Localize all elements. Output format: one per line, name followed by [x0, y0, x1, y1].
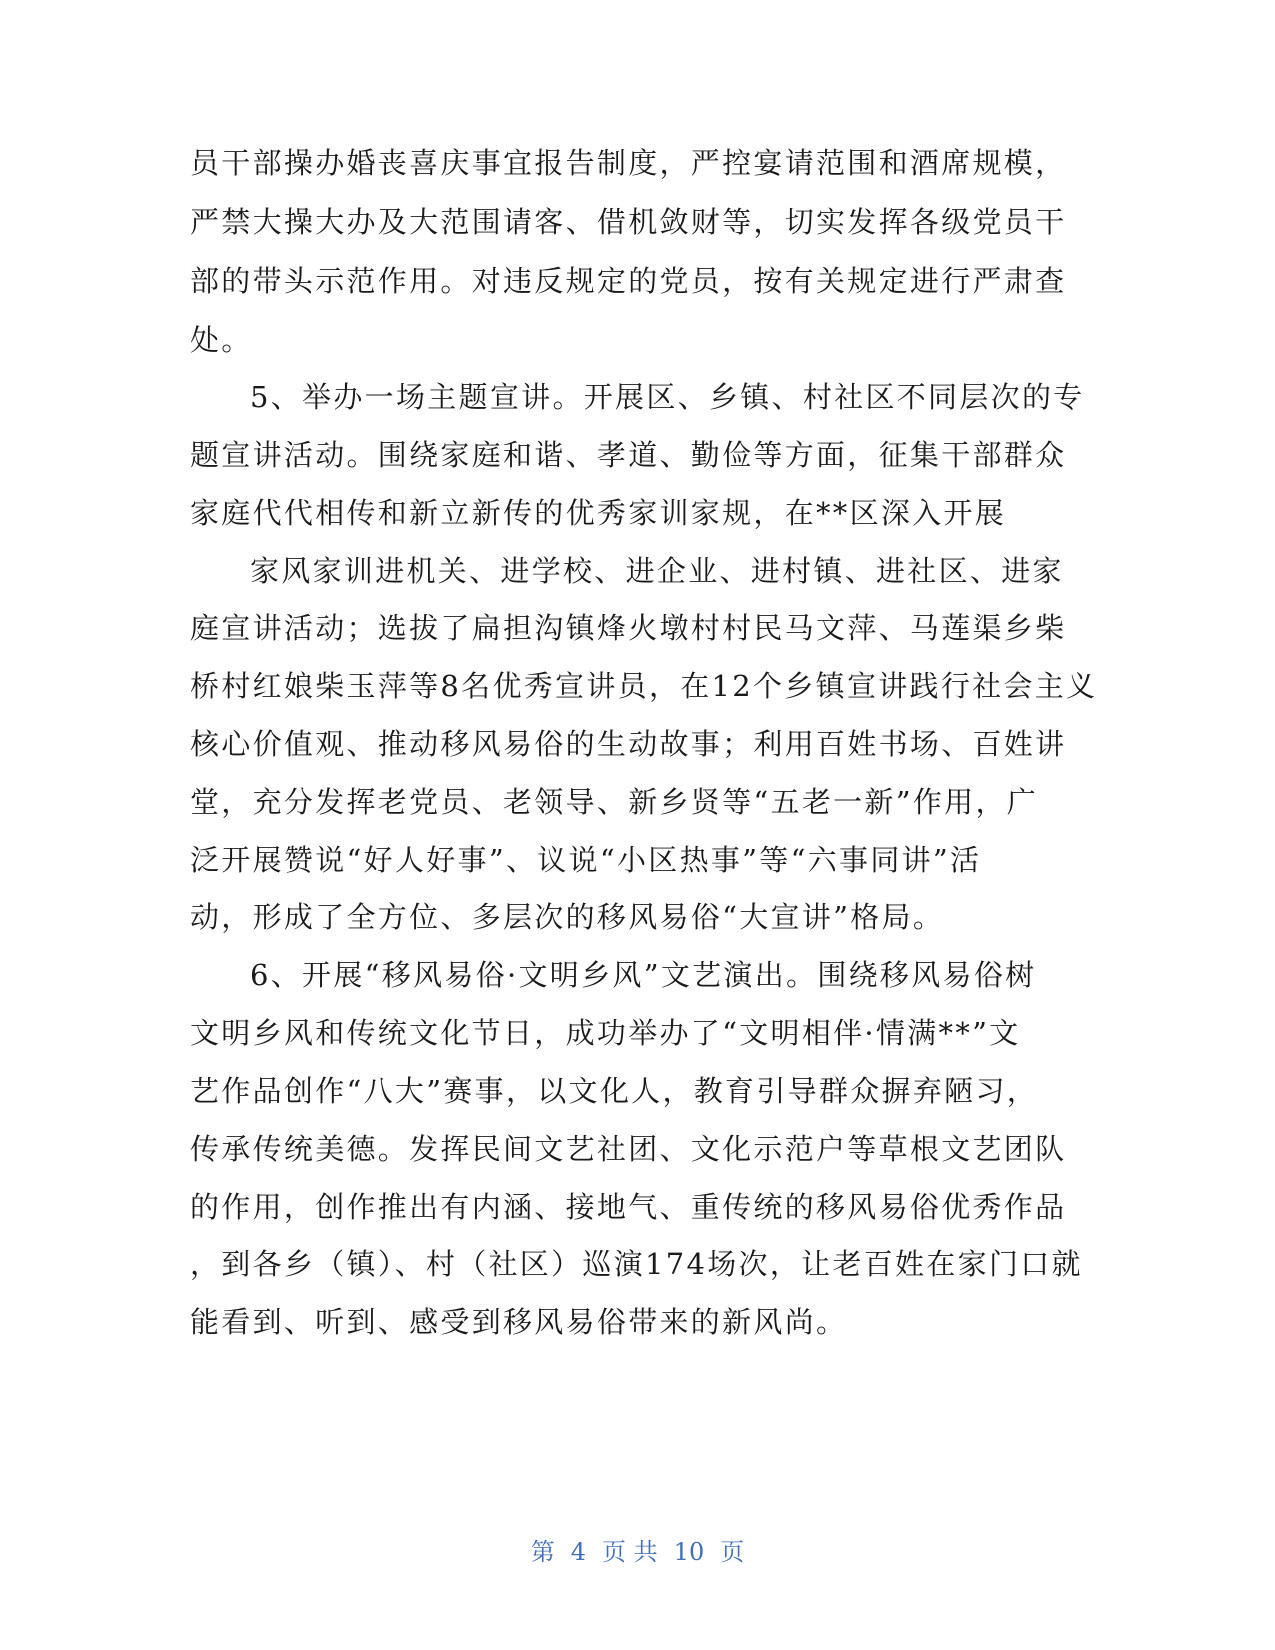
text-line: 的作用，创作推出有内涵、接地气、重传统的移风易俗优秀作品: [190, 1190, 1067, 1224]
text-line: 严禁大操大办及大范围请客、借机敛财等，切实发挥各级党员干: [190, 205, 1067, 239]
text-line: 家风家训进机关、进学校、进企业、进村镇、进社区、进家: [250, 554, 1064, 588]
text-line: 文明乡风和传统文化节日，成功举办了“文明相伴·情满**”文: [190, 1016, 1021, 1050]
footer-total-pages: 10: [673, 1538, 705, 1566]
text-line: 员干部操办婚丧喜庆事宜报告制度，严控宴请范围和酒席规模，: [190, 146, 1067, 180]
footer-prefix: 第: [530, 1538, 555, 1566]
page-footer: [0, 1532, 1275, 1567]
text-line: 能看到、听到、感受到移风易俗带来的新风尚。: [190, 1305, 848, 1339]
text-line: 动，形成了全方位、多层次的移风易俗“大宣讲”格局。: [190, 900, 945, 934]
text-line: 庭宣讲活动；选拔了扁担沟镇烽火墩村村民马文萍、马莲渠乡柴: [190, 611, 1067, 645]
text-line: 5、举办一场主题宣讲。开展区、乡镇、村社区不同层次的专: [250, 380, 1085, 414]
text-line: 桥村红娘柴玉萍等8名优秀宣讲员，在12个乡镇宣讲践行社会主义: [190, 669, 1098, 703]
text-line: 6、开展“移风易俗·文明乡风”文艺演出。围绕移风易俗树: [250, 958, 1037, 992]
text-line: 泛开展赞说“好人好事”、议说“小区热事”等“六事同讲”活: [190, 843, 982, 877]
footer-page-number: 4: [570, 1538, 587, 1566]
text-line: 部的带头示范作用。对违反规定的党员，按有关规定进行严肃查: [190, 264, 1067, 298]
text-line: ，到各乡（镇）、村（社区）巡演174场次，让老百姓在家门口就: [190, 1247, 1083, 1281]
text-line: 堂，充分发挥老党员、老领导、新乡贤等“五老一新”作用，广: [190, 785, 1039, 819]
text-line: 家庭代代相传和新立新传的优秀家训家规，在**区深入开展: [190, 496, 1007, 530]
text-line: 题宣讲活动。围绕家庭和谐、孝道、勤俭等方面，征集干部群众: [190, 438, 1067, 472]
footer-suffix: 页: [720, 1538, 745, 1566]
footer-middle: 页 共: [602, 1538, 658, 1566]
text-line: 核心价值观、推动移风易俗的生动故事；利用百姓书场、百姓讲: [190, 727, 1067, 761]
text-line: 处。: [190, 323, 253, 357]
text-line: 传承传统美德。发挥民间文艺社团、文化示范户等草根文艺团队: [190, 1132, 1067, 1166]
text-line: 艺作品创作“八大”赛事，以文化人，教育引导群众摒弃陋习，: [190, 1074, 1039, 1108]
